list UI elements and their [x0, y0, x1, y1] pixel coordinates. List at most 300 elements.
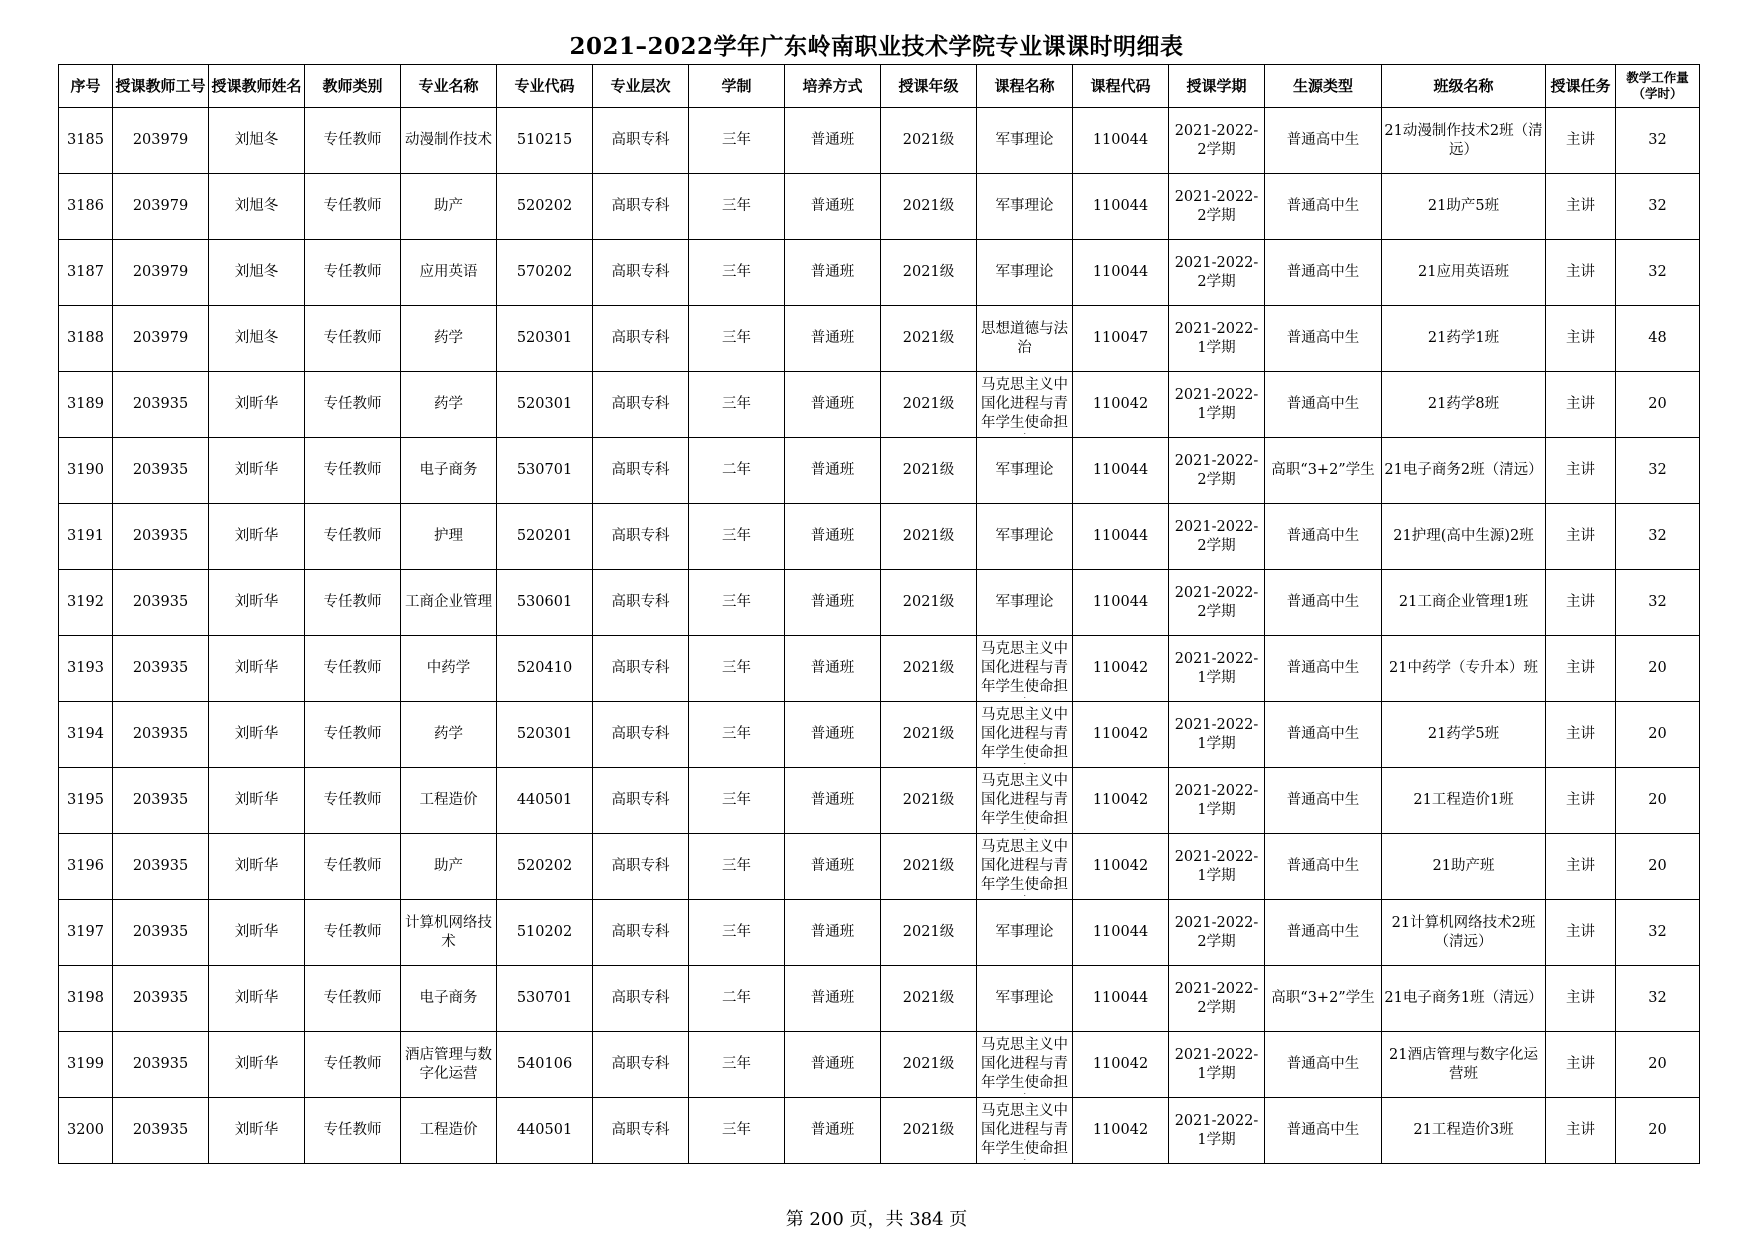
cell-text: 刘昕华 — [234, 462, 279, 478]
table-cell — [113, 768, 209, 834]
table-cell — [401, 1032, 497, 1098]
cell-text: 专任教师 — [323, 660, 382, 676]
cell-text: 32 — [1648, 594, 1667, 610]
cell-text: 21工程造价3班 — [1413, 1122, 1514, 1138]
cell-text: 专任教师 — [323, 396, 382, 412]
table-cell — [977, 438, 1073, 504]
cell-text: 21电子商务1班（清远） — [1384, 990, 1543, 1006]
cell-text: 普通班 — [810, 198, 855, 214]
table-cell — [689, 438, 785, 504]
table-cell — [113, 240, 209, 306]
table-cell — [785, 834, 881, 900]
table-cell — [689, 570, 785, 636]
table-cell — [59, 372, 113, 438]
cell-text: 主讲 — [1566, 396, 1595, 412]
cell-text: 203935 — [132, 1122, 189, 1138]
table-cell — [881, 372, 977, 438]
table-cell — [1616, 702, 1700, 768]
cell-text: 军事理论 — [995, 528, 1054, 544]
cell-text: 马克思主义中国化进程与青年学生使命担 — [981, 838, 1068, 893]
cell-text: 普通班 — [810, 1122, 855, 1138]
cell-text: 三年 — [722, 264, 751, 280]
table-cell — [1169, 240, 1265, 306]
table-cell — [113, 438, 209, 504]
table-cell — [785, 372, 881, 438]
table-cell — [593, 372, 689, 438]
cell-text: 21助产5班 — [1427, 198, 1500, 214]
table-cell — [1382, 702, 1546, 768]
table-cell — [497, 834, 593, 900]
cell-text: 刘昕华 — [234, 792, 279, 808]
table-row — [59, 702, 1700, 768]
table-cell — [593, 768, 689, 834]
table-cell — [785, 504, 881, 570]
cell-text: 普通高中生 — [1286, 198, 1360, 214]
table-cell — [785, 240, 881, 306]
table-cell — [401, 702, 497, 768]
cell-text: 普通高中生 — [1286, 792, 1360, 808]
cell-text: 三年 — [722, 1122, 751, 1138]
table-cell — [401, 372, 497, 438]
cell-text: 三年 — [722, 132, 751, 148]
cell-text: 普通高中生 — [1286, 660, 1360, 676]
table-cell — [209, 570, 305, 636]
cell-text: 主讲 — [1566, 264, 1595, 280]
cell-text: 马克思主义中国化进程与青年学生使命担 — [981, 1102, 1068, 1157]
table-cell — [977, 1032, 1073, 1098]
table-cell — [1382, 966, 1546, 1032]
cell-text: 20 — [1648, 858, 1667, 874]
cell-text: 2021级 — [902, 1056, 955, 1072]
table-cell — [1546, 1098, 1616, 1164]
table-cell — [1382, 240, 1546, 306]
cell-text: 110044 — [1092, 924, 1149, 940]
cell-text: 普通高中生 — [1286, 330, 1360, 346]
table-cell — [401, 174, 497, 240]
table-cell — [59, 306, 113, 372]
table-cell — [881, 1098, 977, 1164]
table-cell — [1073, 636, 1169, 702]
table-row — [59, 834, 1700, 900]
cell-text: 530701 — [516, 990, 573, 1006]
table-cell — [209, 1098, 305, 1164]
table-cell — [1616, 834, 1700, 900]
cell-text: 专任教师 — [323, 132, 382, 148]
cell-text: 三年 — [722, 198, 751, 214]
cell-text: 专任教师 — [323, 858, 382, 874]
cell-text: 3198 — [67, 990, 104, 1006]
column-header: 教师类别 — [305, 65, 401, 108]
cell-text: 203935 — [132, 396, 189, 412]
cell-text: 普通班 — [810, 264, 855, 280]
cell-text: 马克思主义中国化进程与青年学生使命担 — [981, 772, 1068, 827]
cell-text: 110042 — [1092, 792, 1149, 808]
cell-text: 21电子商务2班（清远） — [1384, 462, 1543, 478]
table-cell — [1073, 900, 1169, 966]
cell-text: 普通班 — [810, 396, 855, 412]
cell-text: 主讲 — [1566, 462, 1595, 478]
table-cell — [1546, 966, 1616, 1032]
cell-text: 110042 — [1092, 726, 1149, 742]
cell-text: 普通高中生 — [1286, 396, 1360, 412]
cell-text: 专任教师 — [323, 792, 382, 808]
table-cell — [497, 1032, 593, 1098]
table-cell — [1265, 834, 1382, 900]
cell-text: 普通班 — [810, 594, 855, 610]
table-cell — [209, 1032, 305, 1098]
table-cell — [689, 702, 785, 768]
table-row — [59, 900, 1700, 966]
cell-text: 军事理论 — [995, 132, 1054, 148]
cell-text: 高职专科 — [611, 462, 670, 478]
cell-text: 思想道德与法治 — [981, 320, 1068, 356]
table-cell — [209, 636, 305, 702]
cell-text: 110042 — [1092, 858, 1149, 874]
table-cell — [593, 240, 689, 306]
table-cell — [59, 504, 113, 570]
table-cell — [1546, 570, 1616, 636]
table-cell — [1073, 768, 1169, 834]
table-cell — [1073, 834, 1169, 900]
table-cell — [401, 504, 497, 570]
table-header-row — [59, 65, 1700, 108]
cell-text: 马克思主义中国化进程与青年学生使命担 — [981, 640, 1068, 695]
cell-text: 军事理论 — [995, 594, 1054, 610]
cell-text: 助产 — [434, 858, 463, 874]
table-cell — [593, 570, 689, 636]
cell-text: 药学 — [434, 726, 463, 742]
table-cell — [689, 1098, 785, 1164]
cell-text: 专任教师 — [323, 924, 382, 940]
table-cell — [1169, 768, 1265, 834]
cell-text: 3195 — [67, 792, 104, 808]
table-cell — [689, 636, 785, 702]
table-cell — [305, 1032, 401, 1098]
cell-text: 高职专科 — [611, 924, 670, 940]
table-cell — [497, 768, 593, 834]
cell-text: 刘昕华 — [234, 528, 279, 544]
table-row — [59, 372, 1700, 438]
table-row — [59, 966, 1700, 1032]
table-cell — [59, 1032, 113, 1098]
cell-text: 2021-2022-1学期 — [1174, 848, 1259, 884]
table-cell — [497, 966, 593, 1032]
table-cell — [977, 306, 1073, 372]
cell-text: 刘昕华 — [234, 858, 279, 874]
cell-text: 520202 — [516, 198, 573, 214]
column-header: 专业层次 — [593, 65, 689, 108]
table-cell — [881, 438, 977, 504]
cell-text: 电子商务 — [419, 990, 478, 1006]
table-cell — [305, 240, 401, 306]
table-cell — [785, 900, 881, 966]
table-cell — [1382, 372, 1546, 438]
column-header: 专业名称 — [401, 65, 497, 108]
table-cell — [1382, 174, 1546, 240]
cell-text: 20 — [1648, 396, 1667, 412]
cell-text: 专任教师 — [323, 198, 382, 214]
cell-text: 主讲 — [1566, 792, 1595, 808]
table-cell — [785, 966, 881, 1032]
table-cell — [1546, 636, 1616, 702]
cell-text: 普通高中生 — [1286, 1122, 1360, 1138]
cell-text: 32 — [1648, 990, 1667, 1006]
cell-text: 主讲 — [1566, 1056, 1595, 1072]
cell-text: 203979 — [132, 264, 189, 280]
cell-text: 32 — [1648, 198, 1667, 214]
table-cell — [59, 174, 113, 240]
cell-text: 普通班 — [810, 462, 855, 478]
table-cell — [497, 240, 593, 306]
table-cell — [497, 900, 593, 966]
cell-text: 203979 — [132, 198, 189, 214]
table-cell — [1382, 768, 1546, 834]
table-cell — [593, 636, 689, 702]
table-cell — [209, 504, 305, 570]
cell-text: 21助产班 — [1432, 858, 1495, 874]
cell-text: 2021-2022-1学期 — [1174, 1046, 1259, 1082]
cell-text: 2021级 — [902, 858, 955, 874]
cell-text: 护理 — [434, 528, 463, 544]
cell-text: 普通高中生 — [1286, 858, 1360, 874]
table-cell — [881, 834, 977, 900]
table-cell — [977, 966, 1073, 1032]
cell-text: 21应用英语班 — [1418, 264, 1509, 280]
table-cell — [785, 1032, 881, 1098]
cell-text: 药学 — [434, 396, 463, 412]
cell-text: 2021级 — [902, 132, 955, 148]
cell-text: 530701 — [516, 462, 573, 478]
cell-text: 3199 — [67, 1056, 104, 1072]
cell-text: 2021级 — [902, 990, 955, 1006]
cell-text: 2021级 — [902, 528, 955, 544]
cell-text: 军事理论 — [995, 924, 1054, 940]
cell-text: 530601 — [516, 594, 573, 610]
cell-text: 520202 — [516, 858, 573, 874]
table-cell — [401, 636, 497, 702]
table-cell — [497, 438, 593, 504]
column-header: 教学工作量（学时） — [1616, 65, 1700, 108]
table-cell — [113, 108, 209, 174]
cell-text: 2021-2022-2学期 — [1174, 122, 1259, 158]
cell-text: 军事理论 — [995, 198, 1054, 214]
column-header: 授课学期 — [1169, 65, 1265, 108]
page-footer: 第 200 页，共 384 页 — [785, 1209, 968, 1230]
cell-text: 高职“3+2”学生 — [1271, 990, 1375, 1006]
table-cell — [305, 174, 401, 240]
table-cell — [593, 1032, 689, 1098]
table-cell — [305, 306, 401, 372]
table-cell — [1265, 504, 1382, 570]
cell-text: 2021级 — [902, 792, 955, 808]
table-cell — [977, 372, 1073, 438]
table-cell — [977, 240, 1073, 306]
table-cell — [881, 108, 977, 174]
table-cell — [1265, 1032, 1382, 1098]
cell-text: 3187 — [67, 264, 104, 280]
cell-text: 3193 — [67, 660, 104, 676]
table-cell — [1073, 108, 1169, 174]
cell-text: 刘昕华 — [234, 1122, 279, 1138]
cell-text: 3190 — [67, 462, 104, 478]
table-cell — [1382, 504, 1546, 570]
table-cell — [1546, 174, 1616, 240]
table-cell — [305, 636, 401, 702]
cell-text: 高职专科 — [611, 660, 670, 676]
table-cell — [401, 306, 497, 372]
cell-text: 110044 — [1092, 462, 1149, 478]
table-cell — [1546, 702, 1616, 768]
cell-text: 21药学1班 — [1427, 330, 1500, 346]
table-cell — [1382, 834, 1546, 900]
cell-text: 110044 — [1092, 264, 1149, 280]
schedule-table — [58, 64, 1700, 1164]
table-cell — [401, 108, 497, 174]
table-cell — [881, 636, 977, 702]
cell-text: 2021-2022-1学期 — [1174, 650, 1259, 686]
cell-text: 110044 — [1092, 132, 1149, 148]
cell-text: 三年 — [722, 792, 751, 808]
table-cell — [1546, 306, 1616, 372]
cell-text: 203935 — [132, 990, 189, 1006]
table-cell — [1546, 438, 1616, 504]
cell-text: 3189 — [67, 396, 104, 412]
cell-text: 二年 — [722, 462, 751, 478]
table-cell — [1616, 438, 1700, 504]
table-cell — [1265, 372, 1382, 438]
cell-text: 刘昕华 — [234, 924, 279, 940]
cell-text: 军事理论 — [995, 990, 1054, 1006]
table-cell — [977, 108, 1073, 174]
table-cell — [497, 108, 593, 174]
cell-text: 主讲 — [1566, 528, 1595, 544]
table-cell — [209, 438, 305, 504]
table-cell — [881, 174, 977, 240]
cell-text: 21药学5班 — [1427, 726, 1500, 742]
cell-text: 计算机网络技术 — [405, 914, 492, 950]
table-cell — [113, 1098, 209, 1164]
table-cell — [1616, 240, 1700, 306]
cell-text: 2021-2022-1学期 — [1174, 386, 1259, 422]
cell-text: 三年 — [722, 594, 751, 610]
cell-text: 刘旭冬 — [234, 132, 279, 148]
table-cell — [881, 966, 977, 1032]
cell-text: 2021-2022-2学期 — [1174, 584, 1259, 620]
table-cell — [497, 504, 593, 570]
cell-text: 32 — [1648, 264, 1667, 280]
cell-text: 军事理论 — [995, 264, 1054, 280]
cell-text: 电子商务 — [419, 462, 478, 478]
table-cell — [1265, 1098, 1382, 1164]
table-cell — [1546, 108, 1616, 174]
table-cell — [977, 768, 1073, 834]
table-cell — [1073, 504, 1169, 570]
table-cell — [881, 570, 977, 636]
cell-text: 高职“3+2”学生 — [1271, 462, 1375, 478]
table-cell — [1546, 900, 1616, 966]
table-cell — [689, 108, 785, 174]
cell-text: 110042 — [1092, 1122, 1149, 1138]
cell-text: 2021-2022-1学期 — [1174, 782, 1259, 818]
table-cell — [1546, 1032, 1616, 1098]
cell-text: 普通班 — [810, 726, 855, 742]
column-header: 学制 — [689, 65, 785, 108]
table-cell — [593, 306, 689, 372]
table-cell — [689, 372, 785, 438]
cell-text: 主讲 — [1566, 132, 1595, 148]
table-cell — [593, 438, 689, 504]
table-cell — [497, 174, 593, 240]
column-header: 授课教师工号 — [113, 65, 209, 108]
table-cell — [977, 834, 1073, 900]
cell-text: 普通班 — [810, 660, 855, 676]
table-cell — [497, 702, 593, 768]
table-cell — [1169, 966, 1265, 1032]
cell-text: 主讲 — [1566, 594, 1595, 610]
cell-text: 高职专科 — [611, 264, 670, 280]
table-row — [59, 174, 1700, 240]
cell-text: 刘昕华 — [234, 396, 279, 412]
table-cell — [1073, 966, 1169, 1032]
cell-text: 2021-2022-1学期 — [1174, 716, 1259, 752]
cell-text: 马克思主义中国化进程与青年学生使命担 — [981, 1036, 1068, 1091]
cell-text: 203935 — [132, 1056, 189, 1072]
cell-text: 2021-2022-2学期 — [1174, 452, 1259, 488]
table-row — [59, 1098, 1700, 1164]
cell-text: 普通高中生 — [1286, 594, 1360, 610]
table-cell — [881, 240, 977, 306]
cell-text: 20 — [1648, 660, 1667, 676]
table-cell — [785, 570, 881, 636]
table-cell — [401, 966, 497, 1032]
cell-text: 203935 — [132, 528, 189, 544]
table-cell — [1265, 306, 1382, 372]
table-cell — [785, 702, 881, 768]
cell-text: 专任教师 — [323, 462, 382, 478]
table-row — [59, 438, 1700, 504]
cell-text: 32 — [1648, 132, 1667, 148]
table-cell — [593, 1098, 689, 1164]
cell-text: 高职专科 — [611, 792, 670, 808]
cell-text: 2021级 — [902, 198, 955, 214]
table-cell — [593, 966, 689, 1032]
table-cell — [1265, 636, 1382, 702]
table-cell — [113, 702, 209, 768]
table-cell — [59, 834, 113, 900]
cell-text: 高职专科 — [611, 990, 670, 1006]
table-cell — [689, 966, 785, 1032]
cell-text: 普通高中生 — [1286, 924, 1360, 940]
column-header: 授课任务 — [1546, 65, 1616, 108]
table-cell — [977, 702, 1073, 768]
cell-text: 普通高中生 — [1286, 132, 1360, 148]
cell-text: 刘旭冬 — [234, 330, 279, 346]
cell-text: 普通高中生 — [1286, 528, 1360, 544]
table-cell — [305, 438, 401, 504]
cell-text: 三年 — [722, 924, 751, 940]
document-title: 2021–2022学年广东岭南职业技术学院专业课课时明细表 — [569, 33, 1184, 60]
table-cell — [689, 174, 785, 240]
table-row — [59, 306, 1700, 372]
cell-text: 570202 — [516, 264, 573, 280]
table-cell — [1073, 1032, 1169, 1098]
cell-text: 110044 — [1092, 990, 1149, 1006]
cell-text: 3197 — [67, 924, 104, 940]
table-cell — [1073, 438, 1169, 504]
table-cell — [593, 834, 689, 900]
table-cell — [1265, 570, 1382, 636]
cell-text: 二年 — [722, 990, 751, 1006]
